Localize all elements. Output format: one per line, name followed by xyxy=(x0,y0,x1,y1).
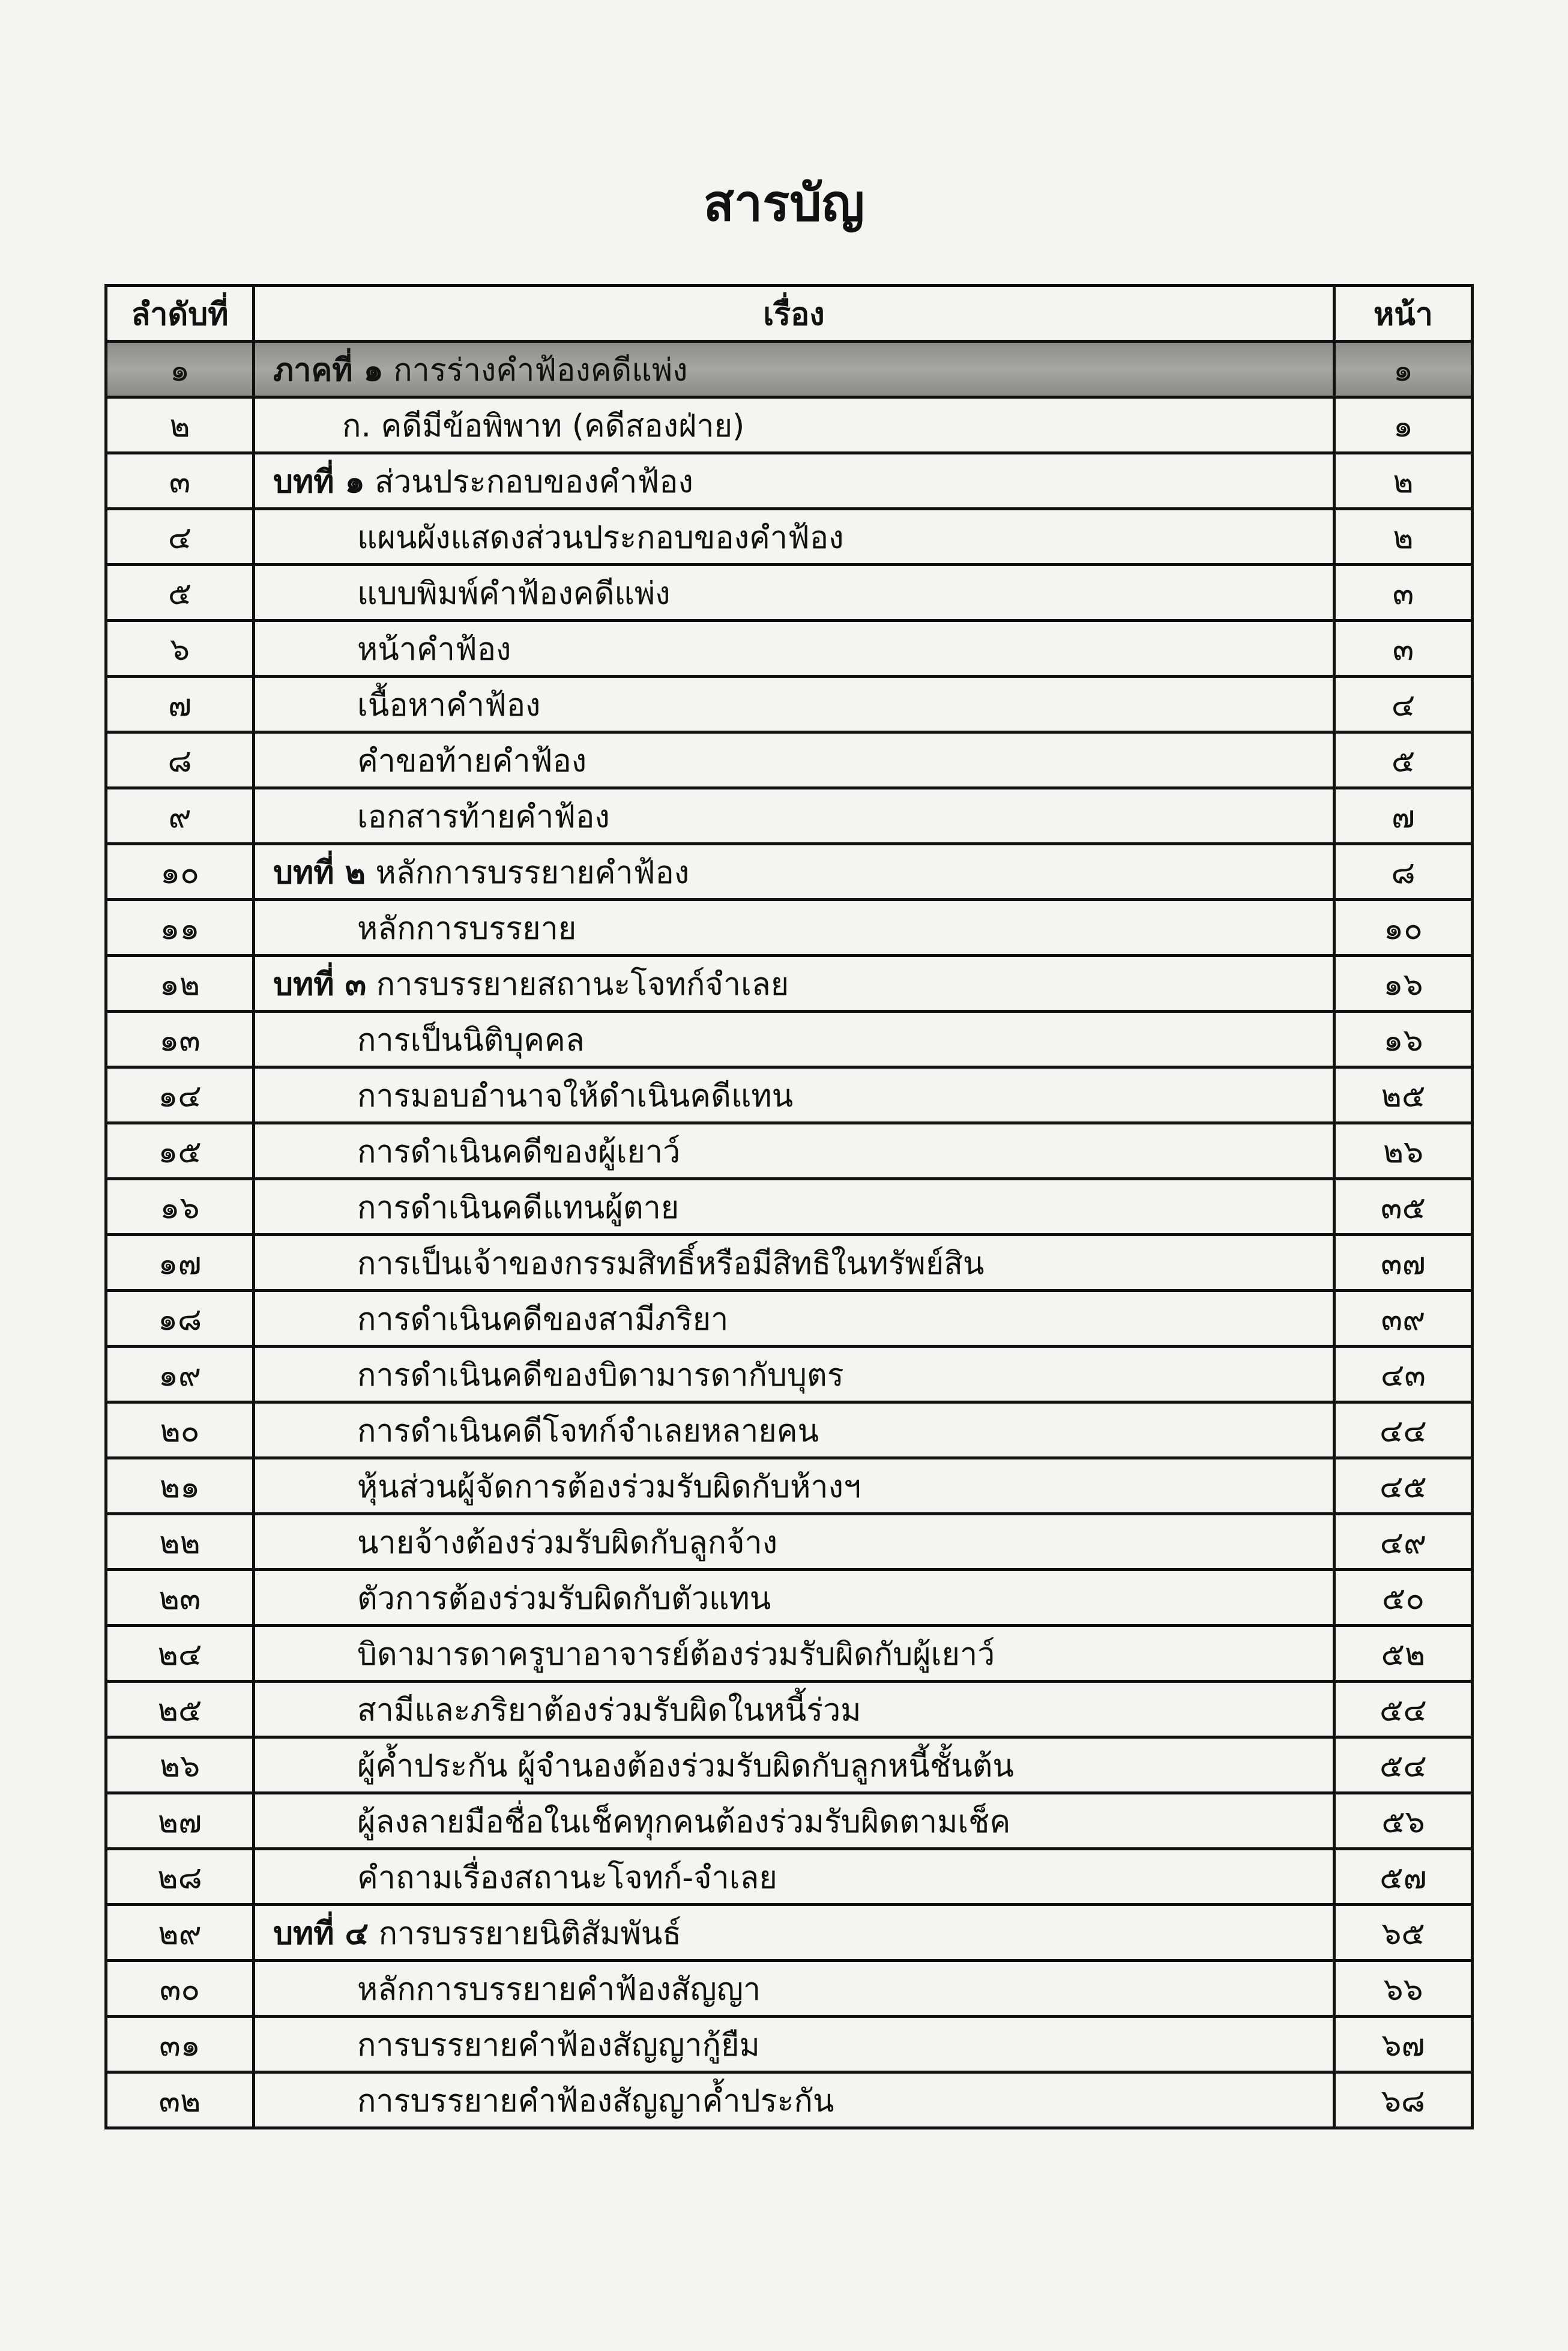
table-row xyxy=(106,1793,1473,1849)
toc-table xyxy=(104,284,1474,2129)
row-number: ๑๒ xyxy=(106,956,254,1012)
row-page: ๗ xyxy=(1334,788,1473,844)
row-number: ๒๐ xyxy=(106,1402,254,1458)
row-topic xyxy=(254,1291,1334,1347)
table-row xyxy=(106,509,1473,565)
row-page: ๑๖ xyxy=(1334,1012,1473,1067)
row-page: ๒ xyxy=(1334,453,1473,509)
row-page: ๑๖ xyxy=(1334,956,1473,1012)
row-page: ๔๔ xyxy=(1334,1402,1473,1458)
row-page: ๕๐ xyxy=(1334,1570,1473,1626)
row-title: แบบพิมพ์คำฟ้องคดีแพ่ง xyxy=(357,575,671,612)
row-page: ๕๖ xyxy=(1334,1793,1473,1849)
table-row xyxy=(106,732,1473,788)
row-title: เอกสารท้ายคำฟ้อง xyxy=(357,798,610,835)
row-topic xyxy=(254,621,1334,677)
row-title: การบรรยายสถานะโจทก์จำเลย xyxy=(376,966,789,1003)
row-title: สามีและภริยาต้องร่วมรับผิดในหนี้ร่วม xyxy=(357,1692,861,1728)
row-title: การดำเนินคดีโจทก์จำเลยหลายคน xyxy=(357,1413,819,1449)
table-row xyxy=(106,1179,1473,1235)
row-title: คำขอท้ายคำฟ้อง xyxy=(357,743,587,779)
row-number: ๖ xyxy=(106,621,254,677)
row-number: ๑๑ xyxy=(106,900,254,956)
table-row xyxy=(106,1012,1473,1067)
row-topic xyxy=(254,1458,1334,1514)
table-row xyxy=(106,1235,1473,1291)
row-page: ๖๕ xyxy=(1334,1905,1473,1961)
row-page: ๓๙ xyxy=(1334,1291,1473,1347)
row-title: คำถามเรื่องสถานะโจทก์-จำเลย xyxy=(357,1859,777,1896)
row-topic xyxy=(254,453,1334,509)
row-topic xyxy=(254,509,1334,565)
table-row xyxy=(106,1514,1473,1570)
row-topic xyxy=(254,1961,1334,2017)
row-title: ผู้ลงลายมือชื่อในเช็คทุกคนต้องร่วมรับผิดตามเช็ค xyxy=(357,1803,1011,1840)
row-number: ๕ xyxy=(106,565,254,621)
row-topic xyxy=(254,1012,1334,1067)
row-topic xyxy=(254,1905,1334,1961)
row-number: ๒๓ xyxy=(106,1570,254,1626)
row-page: ๓ xyxy=(1334,565,1473,621)
table-row xyxy=(106,1961,1473,2017)
row-number: ๑๓ xyxy=(106,1012,254,1067)
page-title: สารบัญ xyxy=(703,174,865,232)
row-page: ๖๖ xyxy=(1334,1961,1473,2017)
row-prefix: บทที่ ๒ xyxy=(273,854,366,891)
table-row xyxy=(106,1905,1473,1961)
row-topic xyxy=(254,1570,1334,1626)
row-number: ๓๒ xyxy=(106,2072,254,2128)
row-topic xyxy=(254,1067,1334,1123)
row-number: ๒๔ xyxy=(106,1626,254,1682)
table-row xyxy=(106,677,1473,732)
row-topic xyxy=(254,900,1334,956)
row-topic xyxy=(254,1347,1334,1402)
row-topic xyxy=(254,1849,1334,1905)
row-page: ๕ xyxy=(1334,732,1473,788)
row-topic xyxy=(254,732,1334,788)
row-page: ๑ xyxy=(1334,397,1473,453)
row-number: ๘ xyxy=(106,732,254,788)
table-row xyxy=(106,2017,1473,2072)
table-row xyxy=(106,788,1473,844)
table-row xyxy=(106,453,1473,509)
row-page: ๕๒ xyxy=(1334,1626,1473,1682)
row-topic xyxy=(254,1793,1334,1849)
row-title: การเป็นเจ้าของกรรมสิทธิ์หรือมีสิทธิในทรัพย์สิน xyxy=(357,1245,985,1282)
row-page: ๒๕ xyxy=(1334,1067,1473,1123)
row-number: ๒ xyxy=(106,397,254,453)
row-title: การดำเนินคดีแทนผู้ตาย xyxy=(357,1189,680,1226)
row-number: ๑๖ xyxy=(106,1179,254,1235)
row-title: หลักการบรรยาย xyxy=(357,910,577,947)
row-prefix: บทที่ ๑ xyxy=(273,463,365,500)
row-page: ๖๗ xyxy=(1334,2017,1473,2072)
row-title: การมอบอำนาจให้ดำเนินคดีแทน xyxy=(357,1078,794,1114)
row-number: ๑๘ xyxy=(106,1291,254,1347)
row-number: ๙ xyxy=(106,788,254,844)
row-title: หุ้นส่วนผู้จัดการต้องร่วมรับผิดกับห้างฯ xyxy=(357,1468,861,1505)
row-page: ๒๖ xyxy=(1334,1123,1473,1179)
row-topic xyxy=(254,2017,1334,2072)
row-title: การดำเนินคดีของสามีภริยา xyxy=(357,1301,729,1338)
row-title: ผู้ค้ำประกัน ผู้จำนองต้องร่วมรับผิดกับลูกหนี้ชั้นต้น xyxy=(357,1748,1014,1784)
row-page: ๓๗ xyxy=(1334,1235,1473,1291)
row-title: เนื้อหาคำฟ้อง xyxy=(357,687,541,723)
row-number: ๑๕ xyxy=(106,1123,254,1179)
row-number: ๑๙ xyxy=(106,1347,254,1402)
row-prefix: บทที่ ๔ xyxy=(273,1915,369,1952)
row-number: ๑๐ xyxy=(106,844,254,900)
row-topic xyxy=(254,1123,1334,1179)
row-page: ๒ xyxy=(1334,509,1473,565)
table-row xyxy=(106,565,1473,621)
row-title: การบรรยายคำฟ้องสัญญากู้ยืม xyxy=(357,2027,760,2063)
row-page: ๓ xyxy=(1334,621,1473,677)
row-number: ๓๐ xyxy=(106,1961,254,2017)
row-title: การเป็นนิติบุคคล xyxy=(357,1022,585,1058)
row-number: ๒๑ xyxy=(106,1458,254,1514)
table-row xyxy=(106,397,1473,453)
row-title: หลักการบรรยายคำฟ้อง xyxy=(375,854,690,891)
table-row xyxy=(106,621,1473,677)
table-row xyxy=(106,2072,1473,2128)
table-row xyxy=(106,1123,1473,1179)
row-number: ๑๔ xyxy=(106,1067,254,1123)
table-row xyxy=(106,844,1473,900)
row-topic xyxy=(254,1682,1334,1737)
row-topic xyxy=(254,677,1334,732)
row-title: การบรรยายคำฟ้องสัญญาค้ำประกัน xyxy=(357,2083,834,2119)
row-number: ๓๑ xyxy=(106,2017,254,2072)
row-number: ๒๒ xyxy=(106,1514,254,1570)
row-prefix: ภาคที่ ๑ xyxy=(273,352,384,388)
table-row xyxy=(106,1849,1473,1905)
row-page: ๖๘ xyxy=(1334,2072,1473,2128)
row-page: ๕๗ xyxy=(1334,1849,1473,1905)
row-title: การบรรยายนิติสัมพันธ์ xyxy=(378,1915,682,1952)
row-number: ๑๗ xyxy=(106,1235,254,1291)
row-page: ๔๓ xyxy=(1334,1347,1473,1402)
row-number: ๒๘ xyxy=(106,1849,254,1905)
row-title: หลักการบรรยายคำฟ้องสัญญา xyxy=(357,1971,761,2008)
row-title: การร่างคำฟ้องคดีแพ่ง xyxy=(393,352,688,388)
table-row xyxy=(106,900,1473,956)
table-row xyxy=(106,1347,1473,1402)
toc-body xyxy=(106,342,1473,2128)
table-row xyxy=(106,1737,1473,1793)
row-title: การดำเนินคดีของบิดามารดากับบุตร xyxy=(357,1357,844,1393)
row-title: แผนผังแสดงส่วนประกอบของคำฟ้อง xyxy=(357,519,844,556)
row-topic xyxy=(254,2072,1334,2128)
row-title: การดำเนินคดีของผู้เยาว์ xyxy=(357,1133,681,1170)
row-number: ๑ xyxy=(106,342,254,397)
row-topic xyxy=(254,397,1334,453)
row-page: ๑ xyxy=(1334,342,1473,397)
row-topic xyxy=(254,1514,1334,1570)
header-topic: เรื่อง xyxy=(254,286,1334,342)
row-topic xyxy=(254,1402,1334,1458)
row-title: ตัวการต้องร่วมรับผิดกับตัวแทน xyxy=(357,1580,771,1617)
row-topic xyxy=(254,1179,1334,1235)
header-page: หน้า xyxy=(1334,286,1473,342)
row-topic xyxy=(254,565,1334,621)
table-row xyxy=(106,956,1473,1012)
table-row xyxy=(106,1570,1473,1626)
row-title: บิดามารดาครูบาอาจารย์ต้องร่วมรับผิดกับผู้เยาว์ xyxy=(357,1636,995,1673)
row-number: ๒๙ xyxy=(106,1905,254,1961)
row-page: ๕๔ xyxy=(1334,1737,1473,1793)
row-page: ๔๕ xyxy=(1334,1458,1473,1514)
table-row xyxy=(106,1682,1473,1737)
row-topic xyxy=(254,1626,1334,1682)
row-title: หน้าคำฟ้อง xyxy=(357,631,511,668)
row-page: ๑๐ xyxy=(1334,900,1473,956)
row-page: ๘ xyxy=(1334,844,1473,900)
row-page: ๕๔ xyxy=(1334,1682,1473,1737)
row-topic xyxy=(254,1235,1334,1291)
table-row xyxy=(106,1067,1473,1123)
row-title: ก. คดีมีข้อพิพาท (คดีสองฝ่าย) xyxy=(342,408,745,444)
row-number: ๗ xyxy=(106,677,254,732)
row-number: ๒๖ xyxy=(106,1737,254,1793)
row-topic xyxy=(254,1737,1334,1793)
table-row xyxy=(106,1626,1473,1682)
row-number: ๔ xyxy=(106,509,254,565)
row-page: ๔๙ xyxy=(1334,1514,1473,1570)
table-row xyxy=(106,342,1473,397)
row-topic xyxy=(254,956,1334,1012)
header-number: ลำดับที่ xyxy=(106,286,254,342)
table-row xyxy=(106,1291,1473,1347)
row-number: ๒๕ xyxy=(106,1682,254,1737)
row-number: ๒๗ xyxy=(106,1793,254,1849)
row-title: ส่วนประกอบของคำฟ้อง xyxy=(375,463,693,500)
table-row xyxy=(106,1402,1473,1458)
row-page: ๔ xyxy=(1334,677,1473,732)
row-topic xyxy=(254,342,1334,397)
row-page: ๓๕ xyxy=(1334,1179,1473,1235)
row-number: ๓ xyxy=(106,453,254,509)
table-row xyxy=(106,1458,1473,1514)
row-title: นายจ้างต้องร่วมรับผิดกับลูกจ้าง xyxy=(357,1524,778,1561)
row-topic xyxy=(254,788,1334,844)
row-topic xyxy=(254,844,1334,900)
row-prefix: บทที่ ๓ xyxy=(273,966,367,1003)
table-header-row xyxy=(106,286,1473,342)
